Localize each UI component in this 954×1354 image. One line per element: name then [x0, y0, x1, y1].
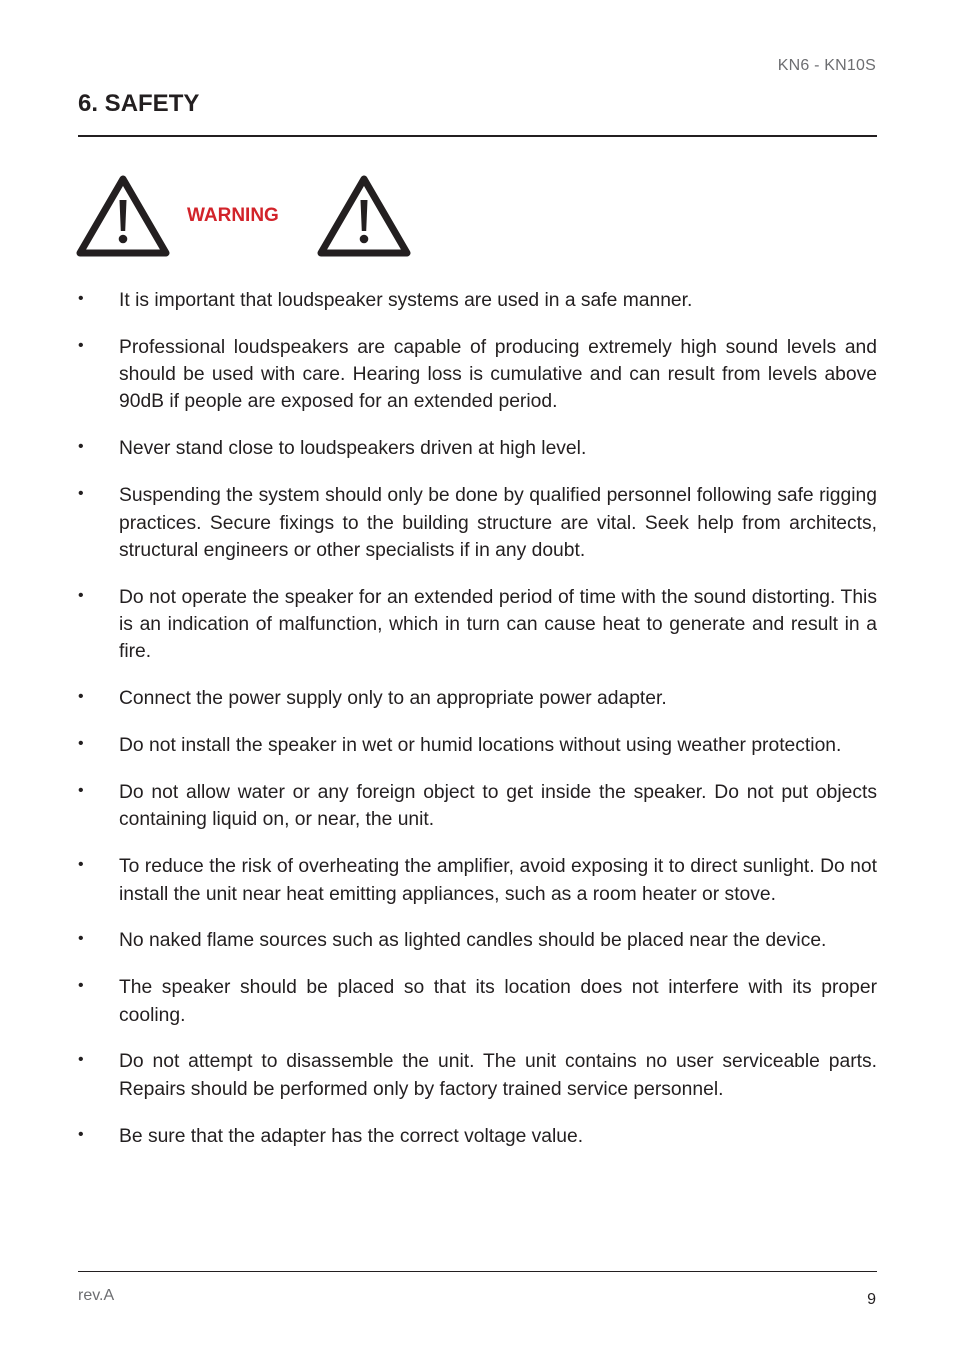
- footer-divider: [78, 1271, 877, 1272]
- bullet-icon: •: [78, 782, 84, 800]
- warning-banner: [76, 174, 416, 258]
- list-item-text: Do not allow water or any foreign object to get inside the speaker. Do not put objects containing liquid on, or near, the unit.: [119, 782, 877, 831]
- bullet-icon: •: [78, 336, 84, 354]
- bullet-icon: •: [78, 735, 84, 753]
- list-item: [78, 853, 877, 908]
- list-item-text: Suspending the system should only be done by qualified personnel following safe rigging practices. Secure fixings to the building structure are vital. Seek help from architects, structural engineers or other specialists if in any doubt.: [119, 485, 877, 561]
- bullet-icon: •: [78, 290, 84, 307]
- bullet-icon: •: [78, 930, 84, 948]
- list-item: [78, 482, 877, 564]
- list-item-text: No naked flame sources such as lighted candles should be placed near the device.: [119, 930, 827, 952]
- bullet-icon: •: [78, 856, 84, 874]
- list-item-text: Do not operate the speaker for an extended period of time with the sound distorting. This is an indication of malfunction, which in turn can cause heat to generate and result in a fire.: [119, 586, 877, 663]
- list-item: [78, 732, 877, 759]
- list-item-text: Never stand close to loudspeakers driven at high level.: [119, 438, 587, 460]
- list-item-text: Connect the power supply only to an appropriate power adapter.: [119, 688, 667, 710]
- bullet-icon: •: [78, 485, 84, 503]
- list-item: [78, 1123, 877, 1150]
- warning-triangle-icon: [317, 174, 411, 258]
- revision-label: rev.A: [78, 1287, 115, 1304]
- bullet-icon: •: [78, 688, 84, 706]
- list-item: [78, 584, 877, 666]
- list-item: [78, 287, 877, 314]
- bullet-icon: •: [78, 586, 84, 604]
- list-item: [78, 435, 877, 462]
- list-item: [78, 334, 877, 416]
- list-item-text: Be sure that the adapter has the correct voltage value.: [119, 1125, 584, 1147]
- list-item-text: To reduce the risk of overheating the amplifier, avoid exposing it to direct sunlight. Do not install the unit near heat emitting appliances, such as a room heater or stove.: [119, 856, 877, 905]
- title-divider: [78, 135, 877, 137]
- warning-label: WARNING: [187, 205, 279, 226]
- section-title: 6. SAFETY: [78, 90, 200, 117]
- list-item-text: Professional loudspeakers are capable of producing extremely high sound levels and should be used with care. Hearing loss is cumulative and can result from levels above 90dB if people are exposed for an extended period.: [119, 336, 877, 413]
- bullet-icon: •: [78, 977, 84, 995]
- page-number: 9: [867, 1291, 876, 1308]
- safety-instructions-list: [78, 287, 877, 1170]
- list-item: [78, 974, 877, 1029]
- document-code: KN6 - KN10S: [777, 57, 876, 74]
- bullet-icon: •: [78, 438, 84, 456]
- bullet-icon: •: [78, 1051, 84, 1069]
- list-item-text: The speaker should be placed so that its location does not interfere with its proper cooling.: [119, 977, 877, 1026]
- list-item: [78, 685, 877, 712]
- warning-triangle-icon: [76, 174, 170, 258]
- list-item: [78, 779, 877, 834]
- list-item: [78, 1048, 877, 1103]
- bullet-icon: •: [78, 1125, 84, 1143]
- list-item: [78, 927, 877, 954]
- list-item-text: Do not install the speaker in wet or humid locations without using weather protection.: [119, 735, 842, 757]
- list-item-text: It is important that loudspeaker systems are used in a safe manner.: [119, 290, 693, 311]
- list-item-text: Do not attempt to disassemble the unit. The unit contains no user serviceable parts. Repairs should be performed only by factory trained service personnel.: [119, 1051, 877, 1100]
